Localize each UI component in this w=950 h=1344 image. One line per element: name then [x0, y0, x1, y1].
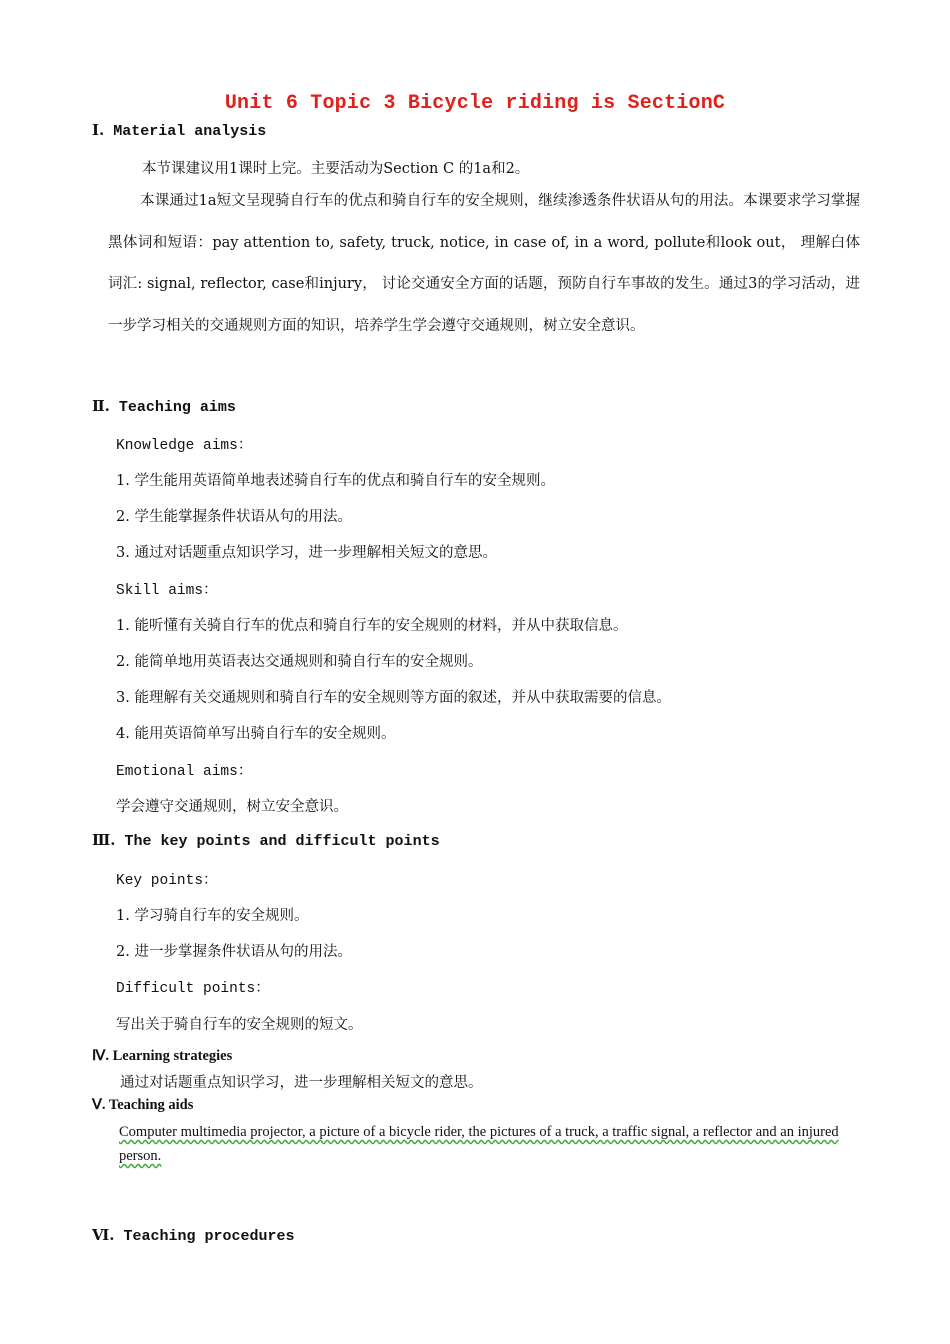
section-title: Teaching procedures [123, 1228, 295, 1245]
knowledge-aim-item: 3. 通过对话题重点知识学习，进一步理解相关短文的意思。 [116, 545, 497, 561]
key-point-item: 2. 进一步掌握条件状语从句的用法。 [116, 944, 352, 960]
difficult-point-text: 写出关于骑自行车的安全规则的短文。 [116, 1017, 363, 1033]
section-teaching-aims-heading [92, 397, 236, 416]
learning-strategies-text: 通过对话题重点知识学习，进一步理解相关短文的意思。 [120, 1075, 483, 1091]
section-number: Ⅲ. [92, 831, 116, 849]
section-title: Teaching aims [118, 399, 236, 416]
difficult-points-label: Difficult points： [116, 981, 270, 997]
knowledge-aims-label: Knowledge aims： [116, 438, 253, 454]
teaching-aids-text [119, 1120, 859, 1168]
section-title: Material analysis [113, 123, 267, 140]
section-number: Ⅵ. [92, 1226, 115, 1244]
skill-aim-item: 2. 能简单地用英语表达交通规则和骑自行车的安全规则。 [116, 654, 483, 670]
section-title: The key points and difficult points [124, 833, 440, 850]
emotional-aims-label: Emotional aims： [116, 764, 253, 780]
knowledge-aim-item: 1. 学生能用英语简单地表述骑自行车的优点和骑自行车的安全规则。 [116, 473, 555, 489]
knowledge-aim-item: 2. 学生能掌握条件状语从句的用法。 [116, 509, 352, 525]
material-analysis-paragraph-2 [108, 181, 860, 347]
skill-aim-item: 3. 能理解有关交通规则和骑自行车的安全规则等方面的叙述，并从中获取需要的信息。 [116, 690, 671, 706]
emotional-aim-text: 学会遵守交通规则，树立安全意识。 [116, 799, 348, 815]
section-key-points-heading [92, 831, 440, 850]
section-material-analysis-heading [92, 121, 266, 140]
section-learning-strategies-heading: Ⅳ. Learning strategies [92, 1048, 233, 1064]
section-teaching-procedures-heading [92, 1226, 295, 1245]
section-number: Ⅰ. [92, 121, 105, 139]
section-teaching-aids-heading: Ⅴ. Teaching aids [92, 1097, 194, 1113]
key-point-item: 1. 学习骑自行车的安全规则。 [116, 908, 309, 924]
teaching-aids-content: Computer multimedia projector, a picture of a bicycle rider, the pictures of a truck, a traffic signal, a reflector and an injured person. [119, 1124, 839, 1164]
document-title: Unit 6 Topic 3 Bicycle riding is SectionC [224, 92, 726, 115]
skill-aim-item: 4. 能用英语简单写出骑自行车的安全规则。 [116, 726, 396, 742]
section-number: Ⅱ. [92, 397, 110, 415]
material-analysis-paragraph-1: 本节课建议用1课时上完。主要活动为Section C 的1a和2。 [142, 161, 530, 177]
skill-aims-label: Skill aims： [116, 583, 218, 599]
paragraph-text: 本课通过1a短文呈现骑自行车的优点和骑自行车的安全规则，继续渗透条件状语从句的用法。本课要求学习掌握黑体词和短语：pay attention to, safety, truck, notice, in case of, in a word, pollute和look out， 理解白体词汇: signal, reflector, case和injury， 讨论交通安全方面的话题，预防自行车事故的发生。通过3的学习活动，进一步学习相关的交通规则方面的知识，培养学生学会遵守交通规则，树立安全意识。 [108, 193, 860, 334]
key-points-label: Key points： [116, 873, 218, 889]
skill-aim-item: 1. 能听懂有关骑自行车的优点和骑自行车的安全规则的材料，并从中获取信息。 [116, 618, 628, 634]
